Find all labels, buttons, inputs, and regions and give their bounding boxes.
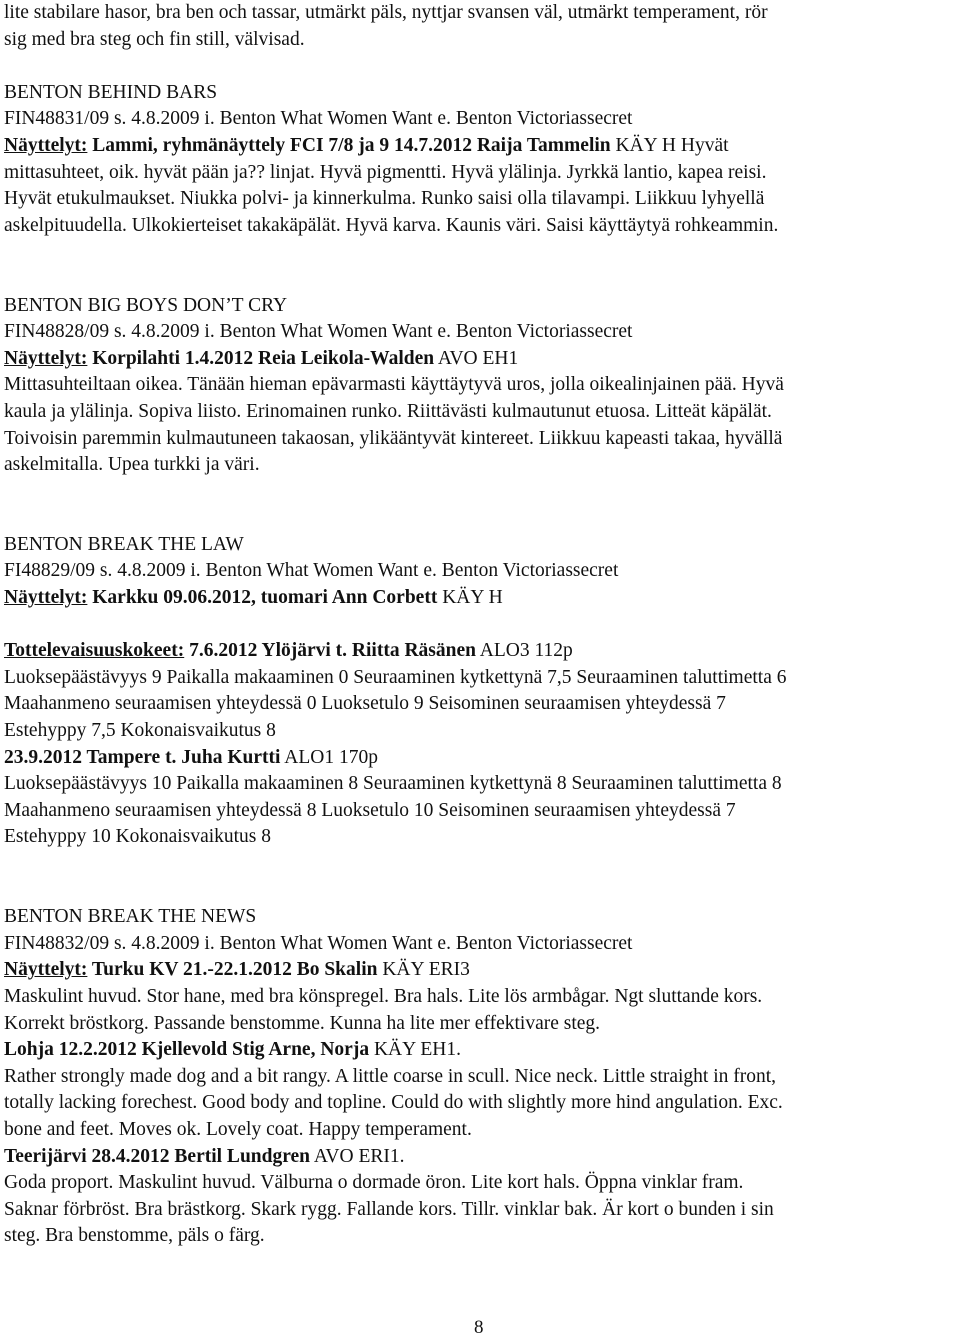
show-result: AVO ERI1. xyxy=(310,1145,405,1167)
show-venue: Karkku 09.06.2012, tuomari Ann Corbett xyxy=(87,587,438,609)
page-number: 8 xyxy=(474,1317,484,1338)
show-label: Näyttelyt: xyxy=(4,347,88,369)
critique-line: Rather strongly made dog and a bit rangy. A little coarse in scull. Nice neck. Little straight in front, xyxy=(4,1065,777,1087)
show-result: AVO EH1 xyxy=(434,347,519,369)
dog-name: BENTON BIG BOYS DON’T CRY xyxy=(4,294,288,316)
show-venue: Teerijärvi 28.4.2012 Bertil Lundgren xyxy=(4,1145,311,1167)
show-line xyxy=(4,1144,958,1171)
show-venue: Korpilahti 1.4.2012 Reia Leikola-Walden xyxy=(87,347,435,369)
critique-line: steg. Bra benstomme, päls o färg. xyxy=(4,1225,265,1247)
trial-venue: 23.9.2012 Tampere t. Juha Kurtti xyxy=(4,746,281,768)
critique-line: Goda proport. Maskulint huvud. Välburna o dormade öron. Lite kort hals. Öppna vinklar fram. xyxy=(4,1172,744,1194)
trials-label: Tottelevaisuuskokeet: xyxy=(4,640,185,662)
registry-line: FIN48831/09 s. 4.8.2009 i. Benton What Women Want e. Benton Victoriassecret xyxy=(4,108,633,130)
show-line xyxy=(4,346,958,373)
show-venue: Turku KV 21.-22.1.2012 Bo Skalin xyxy=(87,959,378,981)
critique-line: mittasuhteet, oik. hyvät pään ja?? linjat. Hyvä pigmentti. Hyvä ylälinja. Jyrkkä lantio, kapea reisi. xyxy=(4,161,767,183)
show-venue: Lohja 12.2.2012 Kjellevold Stig Arne, Norja xyxy=(4,1039,370,1061)
critique-line: Korrekt bröstkorg. Passande benstomme. Kunna ha lite mer effektivare steg. xyxy=(4,1012,601,1034)
critique-line: Maskulint huvud. Stor hane, med bra könspregel. Bra hals. Lite lös armbågar. Ngt sluttande kors. xyxy=(4,985,763,1007)
intro-line: sig med bra steg och fin still, välvisad. xyxy=(4,28,305,50)
trial-header xyxy=(4,638,958,665)
show-label: Näyttelyt: xyxy=(4,587,88,609)
dog-entry xyxy=(4,532,958,851)
show-line xyxy=(4,957,958,984)
show-result: KÄY ERI3 xyxy=(377,959,470,981)
document-page xyxy=(4,0,958,1250)
registry-line: FI48829/09 s. 4.8.2009 i. Benton What Women Want e. Benton Victoriassecret xyxy=(4,560,619,582)
show-result: KÄY H Hyvät xyxy=(610,134,729,156)
critique-line: Saknar förbröst. Bra brästkorg. Skark rygg. Fallande kors. Tillr. vinklar bak. Är kort o bunden i sin xyxy=(4,1198,774,1220)
critique-line: bone and feet. Moves ok. Lovely coat. Happy temperament. xyxy=(4,1118,472,1140)
show-venue: Lammi, ryhmänäyttely FCI 7/8 ja 9 14.7.2012 Raija Tammelin xyxy=(87,134,611,156)
show-line xyxy=(4,585,958,612)
show-line xyxy=(4,1037,958,1064)
dog-entry xyxy=(4,80,958,240)
critique-line: askelpituudella. Ulkokierteiset takakäpälät. Hyvä karva. Kaunis väri. Saisi käyttäytyä rohkeammin. xyxy=(4,214,779,236)
show-label: Näyttelyt: xyxy=(4,959,88,981)
dog-entry xyxy=(4,904,958,1250)
dog-entry xyxy=(4,293,958,479)
registry-line: FIN48828/09 s. 4.8.2009 i. Benton What Women Want e. Benton Victoriassecret xyxy=(4,321,633,343)
trial-score-line: Estehyppy 7,5 Kokonaisvaikutus 8 xyxy=(4,720,276,742)
registry-line: FIN48832/09 s. 4.8.2009 i. Benton What Women Want e. Benton Victoriassecret xyxy=(4,932,633,954)
show-label: Näyttelyt: xyxy=(4,134,88,156)
trial-venue: 7.6.2012 Ylöjärvi t. Riitta Räsänen xyxy=(184,640,476,662)
critique-line: Toivoisin paremmin kulmautuneen takaosan, ylikääntyvät kintereet. Liikkuu kapeasti takaa, hyvällä xyxy=(4,427,783,449)
show-result: KÄY H xyxy=(437,587,503,609)
trial-score-line: Luoksepäästävyys 10 Paikalla makaaminen 8 Seuraaminen kytkettynä 8 Seuraaminen taluttimetta 8 xyxy=(4,773,782,795)
critique-line: Hyvät etukulmaukset. Niukka polvi- ja kinnerkulma. Runko saisi olla tilavampi. Liikkuu lyhyellä xyxy=(4,188,765,210)
dog-name: BENTON BREAK THE LAW xyxy=(4,533,244,555)
trial-score-line: Luoksepäästävyys 9 Paikalla makaaminen 0 Seuraaminen kytkettynä 7,5 Seuraaminen taluttimetta 6 xyxy=(4,666,787,688)
show-result: KÄY EH1. xyxy=(369,1039,461,1061)
critique-line: kaula ja ylälinja. Sopiva liisto. Erinomainen runko. Riittävästi kulmautunut etuosa. Litteät käpälät. xyxy=(4,400,772,422)
trial-result: ALO1 170p xyxy=(280,746,378,768)
critique-line: askelmitalla. Upea turkki ja väri. xyxy=(4,454,260,476)
trial-result: ALO3 112p xyxy=(475,640,573,662)
dog-name: BENTON BEHIND BARS xyxy=(4,81,218,103)
intro-text xyxy=(4,0,958,53)
trial-score-line: Maahanmeno seuraamisen yhteydessä 8 Luoksetulo 10 Seisominen seuraamisen yhteydessä 7 xyxy=(4,799,736,821)
intro-line: lite stabilare hasor, bra ben och tassar, utmärkt päls, nyttjar svansen väl, utmärkt temperament, rör xyxy=(4,2,768,23)
trial-score-line: Estehyppy 10 Kokonaisvaikutus 8 xyxy=(4,826,272,848)
show-line xyxy=(4,133,958,160)
critique-line: Mittasuhteiltaan oikea. Tänään hieman epävarmasti käyttäytyvä uros, jolla oikealinjainen pää. Hyvä xyxy=(4,374,784,396)
trial-header xyxy=(4,745,958,772)
critique-line: totally lacking forechest. Good body and topline. Could do with slightly more hind angulation. Exc. xyxy=(4,1092,783,1114)
trial-score-line: Maahanmeno seuraamisen yhteydessä 0 Luoksetulo 9 Seisominen seuraamisen yhteydessä 7 xyxy=(4,693,726,715)
dog-name: BENTON BREAK THE NEWS xyxy=(4,906,257,928)
